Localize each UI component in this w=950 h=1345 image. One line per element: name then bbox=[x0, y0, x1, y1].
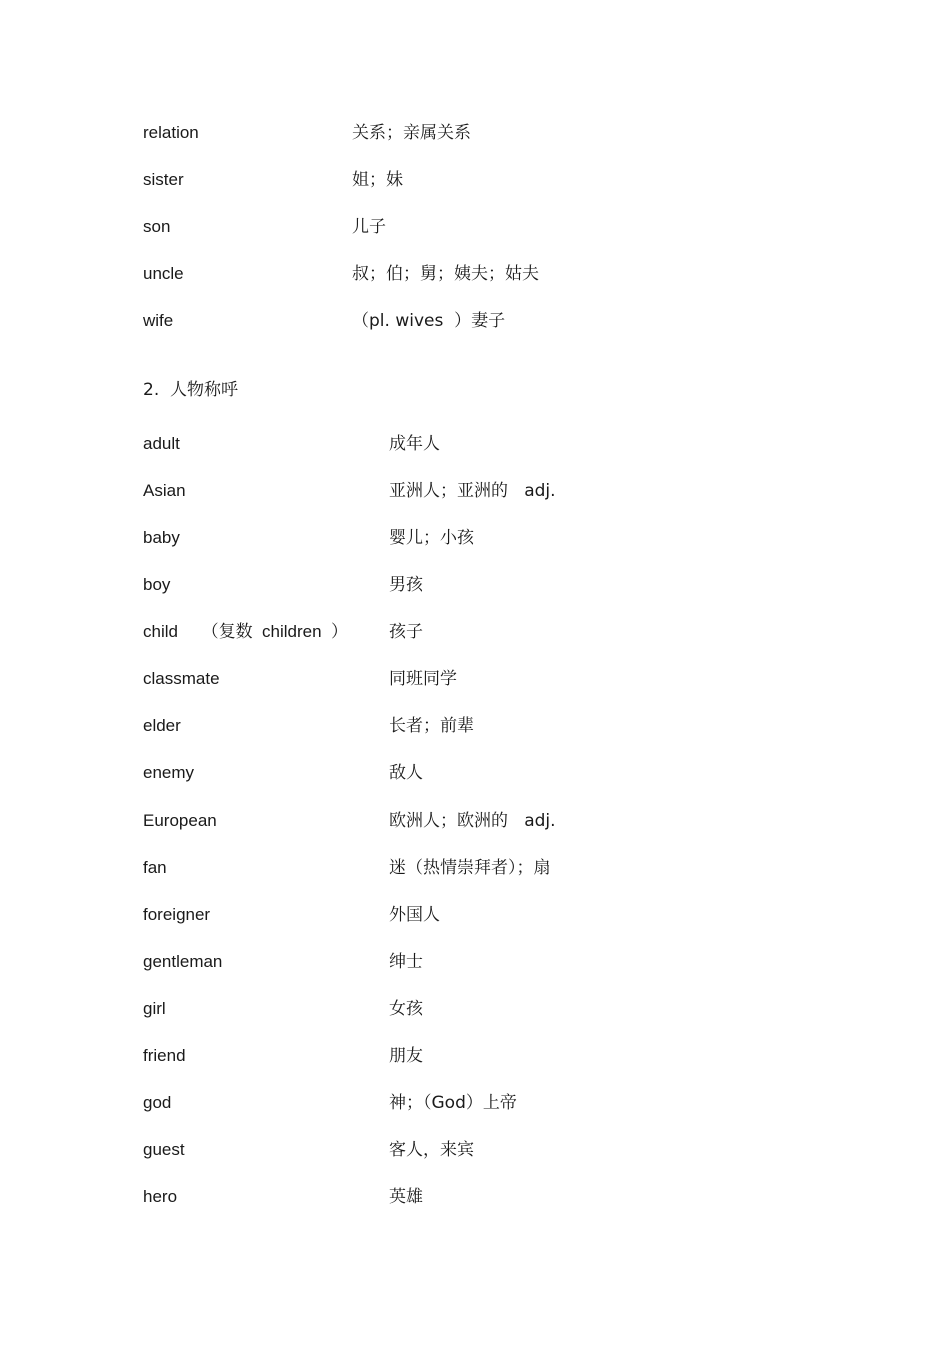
chinese-meaning: 长者；前辈 bbox=[389, 716, 474, 736]
chinese-meaning: 女孩 bbox=[389, 999, 423, 1019]
english-word: adult bbox=[143, 434, 180, 453]
english-word: enemy bbox=[143, 763, 195, 782]
english-word: girl bbox=[143, 999, 166, 1018]
vocab-row bbox=[0, 429, 950, 459]
chinese-meaning: 男孩 bbox=[389, 575, 423, 595]
vocab-row bbox=[0, 994, 950, 1024]
english-word: relation bbox=[143, 123, 199, 142]
vocab-row bbox=[0, 306, 950, 336]
chinese-meaning: （pl. wives ）妻子 bbox=[352, 311, 506, 331]
vocab-row bbox=[0, 118, 950, 148]
english-word: elder bbox=[143, 716, 181, 735]
chinese-meaning: 孩子 bbox=[389, 622, 423, 642]
vocab-row bbox=[0, 259, 950, 289]
chinese-meaning: 神；（God）上帝 bbox=[389, 1093, 517, 1113]
english-word: son bbox=[143, 217, 171, 236]
vocab-row bbox=[0, 1182, 950, 1212]
english-word: child （复数 children ） bbox=[143, 622, 349, 641]
vocab-row bbox=[0, 1041, 950, 1071]
chinese-meaning: 客人，来宾 bbox=[389, 1140, 474, 1160]
english-word: friend bbox=[143, 1046, 186, 1065]
vocab-row bbox=[0, 853, 950, 883]
vocab-row bbox=[0, 570, 950, 600]
vocab-row bbox=[0, 212, 950, 242]
chinese-meaning: 姐；妹 bbox=[352, 170, 403, 190]
chinese-meaning: 儿子 bbox=[352, 217, 386, 237]
chinese-meaning: 朋友 bbox=[389, 1046, 423, 1066]
section-heading: 2. 人物称呼 bbox=[143, 380, 239, 400]
vocab-row bbox=[0, 900, 950, 930]
vocab-row bbox=[0, 806, 950, 836]
vocab-row bbox=[0, 1135, 950, 1165]
chinese-meaning: 欧洲人；欧洲的 adj. bbox=[389, 811, 556, 831]
english-word: uncle bbox=[143, 264, 184, 283]
english-word: sister bbox=[143, 170, 184, 189]
english-word: gentleman bbox=[143, 952, 223, 971]
chinese-meaning: 敌人 bbox=[389, 763, 423, 783]
vocab-row bbox=[0, 476, 950, 506]
vocab-row bbox=[0, 758, 950, 788]
chinese-meaning: 叔；伯；舅；姨夫；姑夫 bbox=[352, 264, 539, 284]
chinese-meaning: 同班同学 bbox=[389, 669, 457, 689]
english-word: fan bbox=[143, 858, 167, 877]
chinese-meaning: 亚洲人；亚洲的 adj. bbox=[389, 481, 556, 501]
english-word: guest bbox=[143, 1140, 185, 1159]
vocab-row bbox=[0, 711, 950, 741]
english-word: wife bbox=[143, 311, 174, 330]
chinese-meaning: 婴儿；小孩 bbox=[389, 528, 474, 548]
vocab-row bbox=[0, 947, 950, 977]
chinese-meaning: 成年人 bbox=[389, 434, 440, 454]
english-word: hero bbox=[143, 1187, 178, 1206]
chinese-meaning: 英雄 bbox=[389, 1187, 423, 1207]
chinese-meaning: 绅士 bbox=[389, 952, 423, 972]
chinese-meaning: 外国人 bbox=[389, 905, 440, 925]
chinese-meaning: 迷（热情崇拜者）；扇 bbox=[389, 858, 551, 878]
vocab-row bbox=[0, 165, 950, 195]
english-word: baby bbox=[143, 528, 180, 547]
vocab-row bbox=[0, 664, 950, 694]
english-word: European bbox=[143, 811, 217, 830]
english-word: god bbox=[143, 1093, 172, 1112]
english-word: foreigner bbox=[143, 905, 211, 924]
vocab-row bbox=[0, 1088, 950, 1118]
english-word: classmate bbox=[143, 669, 220, 688]
english-word: Asian bbox=[143, 481, 186, 500]
vocab-row bbox=[0, 617, 950, 647]
chinese-meaning: 关系；亲属关系 bbox=[352, 123, 471, 143]
vocab-row bbox=[0, 523, 950, 553]
english-word: boy bbox=[143, 575, 171, 594]
